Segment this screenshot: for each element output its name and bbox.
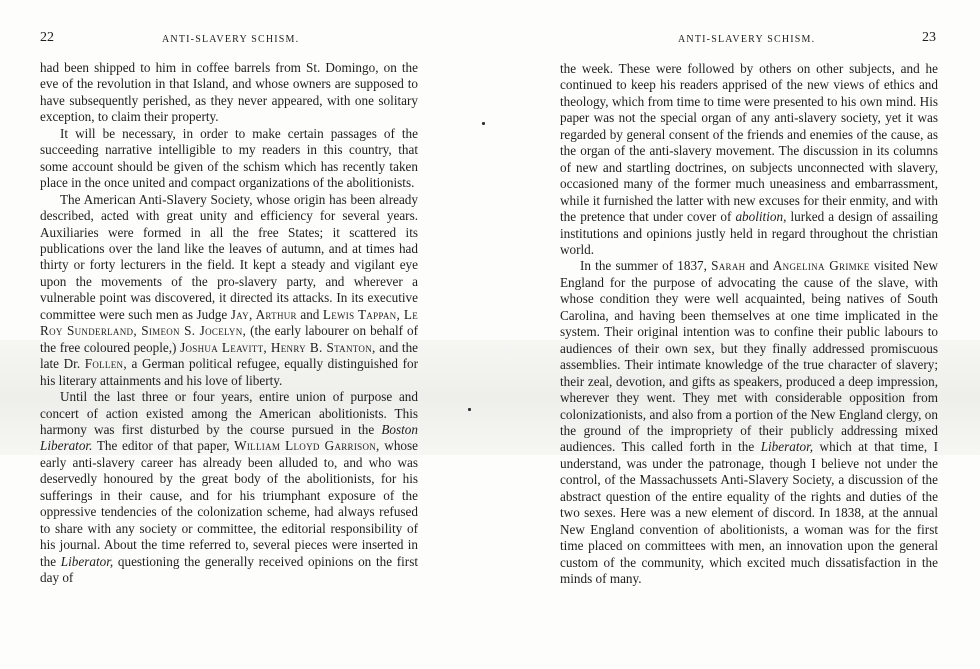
page-number: 23 xyxy=(922,30,936,45)
small-caps-name: William Lloyd Garrison, xyxy=(234,438,380,454)
text-run: visited New England for the purpose of advocating the cause of the slave, with whose condition they were well acquainted, being natives of South Carolina, and having been themselves at one time implicated in the system. Their original intention was to confine their public labours to audiences of their own sex, but they finally addressed promiscuous assemblies. Their intimate knowledge of the true character of slavery; their zeal, devotion, and gifts as speakers, produced a deep impression, wherever they went. They met with considerable opposition from colonizationists, and also from a portion of the New England clergy, on the ground of the impropriety of their publicly addressing mixed audiences. This called forth in the xyxy=(560,258,938,455)
text-run: and xyxy=(745,258,773,274)
text-run: It will be necessary, in order to make certain passages of the succeeding narrative intelligible to my readers in this country, that some account should be given of the schism which has recently taken place in the once united and compact organizations of the abolitionists. xyxy=(40,125,418,191)
italic-text: abolition, xyxy=(735,209,787,225)
small-caps-name: Sarah xyxy=(711,258,746,274)
paragraph xyxy=(40,60,418,126)
text-run: and the late Dr. xyxy=(40,339,419,372)
small-caps-name: Follen, xyxy=(84,356,127,372)
paragraph xyxy=(560,258,938,587)
paragraph xyxy=(40,192,418,389)
italic-text: Boston Liberator. xyxy=(40,421,418,454)
text-run: and xyxy=(296,306,323,322)
paragraph xyxy=(40,126,418,192)
italic-text: Liberator, xyxy=(60,553,114,569)
running-head: ANTI-SLAVERY SCHISM. xyxy=(162,34,300,45)
paragraph xyxy=(40,389,418,586)
small-caps-name: Angelina Grimke xyxy=(772,258,870,274)
text-run: lurked a design of assailing institutions and opinions justly held in regard throughout the christian world. xyxy=(560,209,938,257)
text-run: The editor of that paper, xyxy=(92,438,235,454)
right-page xyxy=(490,0,980,669)
text-run: questioning the generally received opinions on the first day of xyxy=(40,553,418,586)
scan-speck xyxy=(482,122,485,125)
small-caps-name: Jay, Arthur xyxy=(230,306,297,322)
text-run: the week. These were followed by others on other subjects, and he continued to keep his readers apprised of the new views of ethics and theology, which from time to time were presented to his own mind. His paper was not the special organ of any anti-slavery society, yet it was regarded by general consent of the friends and enemies of the cause, as the organ of the anti-slavery movement. The discussion in its columns of new and startling doctrines, on subjects unconnected with slavery, occasioned many of the former much uneasiness and embarrassment, while it furnished the latter with new excuses for their enmity, and with the pretence that under cover of xyxy=(560,61,938,225)
small-caps-name: Lewis Tappan, Le Roy Sunderland, Simeon S. Jocelyn, xyxy=(40,306,418,339)
small-caps-name: Joshua Leavitt, Henry B. Stanton, xyxy=(180,339,376,355)
text-run: which at that time, I understand, was under the patronage, though I believe not under the control, of the Massachussets Anti-Slavery Society, a discussion of the abstract question of the entire equality of the rights and duties of the two sexes. Here was a new element of discord. In 1838, at the annual New England convention of abolitionists, a woman was for the first time placed on committees with men, an innovation upon the general custom of the community, which excited much dissatisfaction in the minds of many. xyxy=(560,439,938,587)
paragraph xyxy=(560,61,938,258)
text-run: (the early labourer on behalf of the free coloured people,) xyxy=(40,323,419,355)
scan-speck xyxy=(468,408,471,411)
text-run: whose early anti-slavery career has already been alluded to, and who was deservedly honoured by the great body of the abolitionists, for his sufferings in their cause, and for his triumphant exposure of the oppressive tendencies of the colonization scheme, had always refused to share with any society or committee, the editorial responsibility of his journal. About the time referred to, several pieces were inserted in the xyxy=(40,438,419,569)
text-run: a German political refugee, equally distinguished for his literary attainments and his love of liberty. xyxy=(40,356,418,388)
text-run: Until the last three or four years, entire union of purpose and concert of action existed among the American abolitionists. This harmony was first disturbed by the course pursued in the xyxy=(40,389,418,437)
page-body xyxy=(40,60,418,587)
italic-text: Liberator, xyxy=(760,439,814,455)
page-number: 22 xyxy=(40,30,54,45)
text-run: The American Anti-Slavery Society, whose origin has been already described, acted with great unity and efficiency for several years. Auxiliaries were formed in all the free States; it scattered its publications over the land like the leaves of autumn, and at times had thirty or forty lecturers in the field. It kept a steady and vigilant eye upon the movements of the pro-slavery party, and wherever a vulnerable point was discovered, it directed its attacks. In its executive committee were such men as Judge xyxy=(40,191,418,322)
text-run: In the summer of 1837, xyxy=(580,258,712,274)
running-head: ANTI-SLAVERY SCHISM. xyxy=(678,34,816,45)
page-body xyxy=(560,61,938,588)
text-run: had been shipped to him in coffee barrels from St. Domingo, on the eve of the revolution in that Island, and whose owners are supposed to have subsequently perished, as they never appeared, with one solitary exception, to claim their property. xyxy=(40,60,418,125)
